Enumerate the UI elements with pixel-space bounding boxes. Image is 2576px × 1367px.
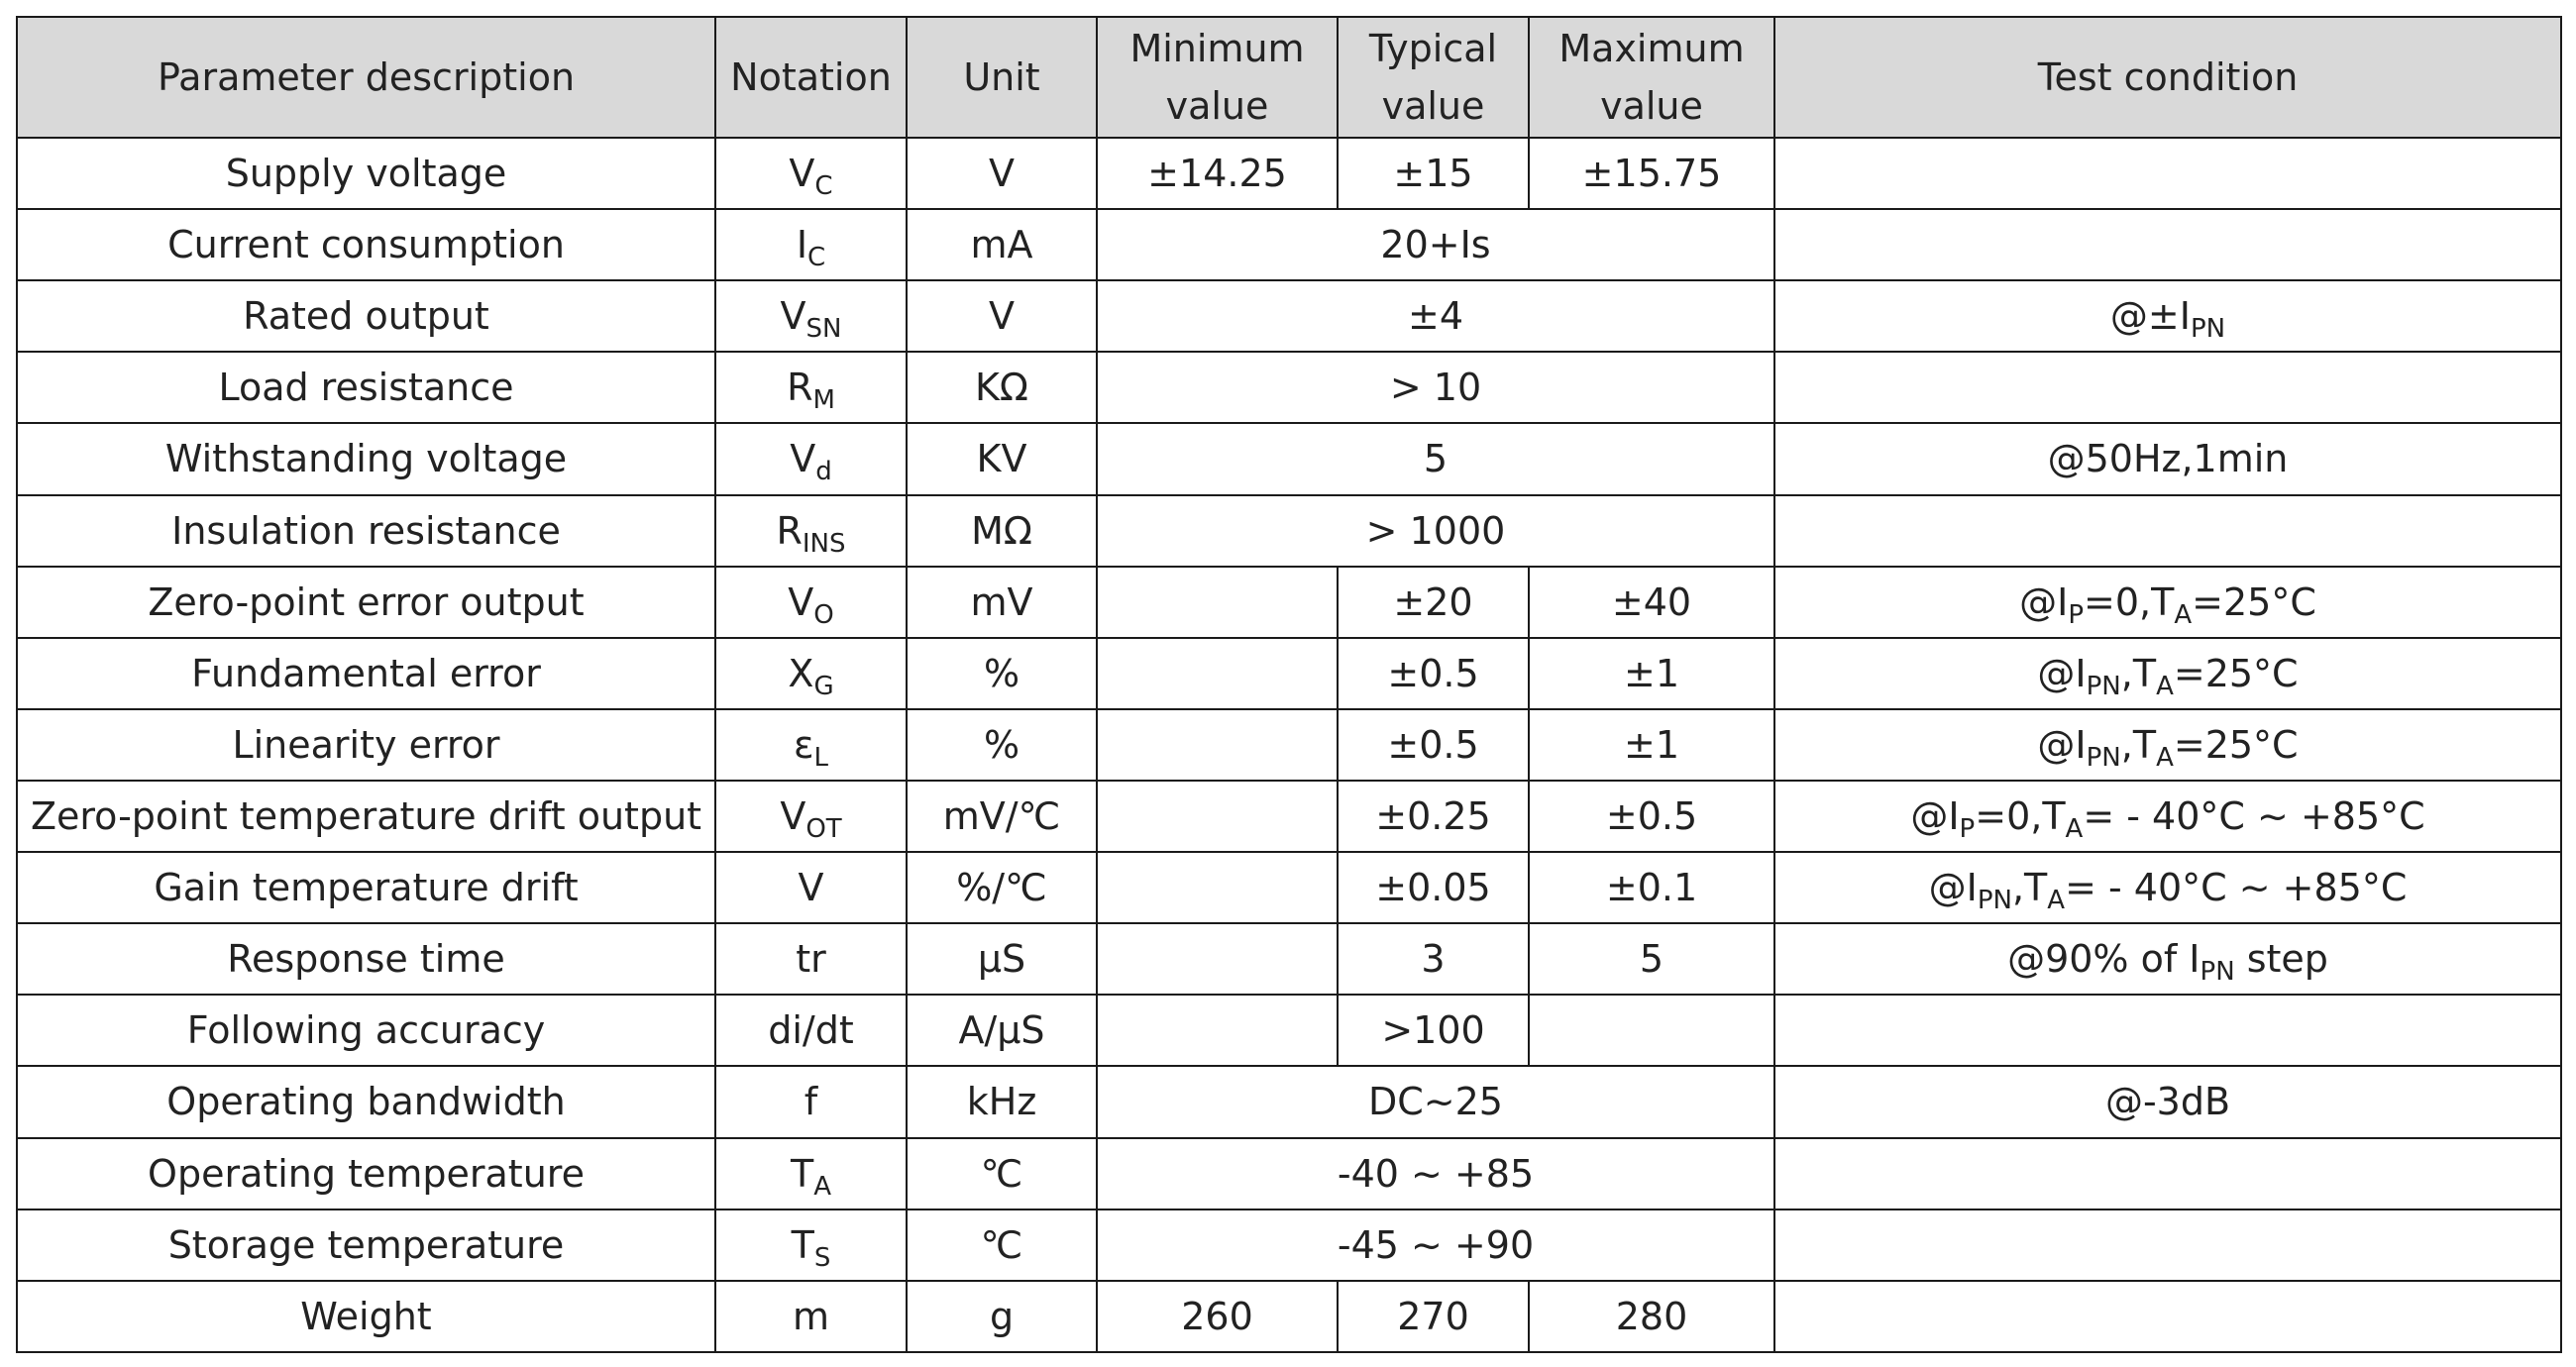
minimum-value-cell [1097,567,1338,638]
table-row [17,1209,2561,1281]
maximum-value-cell: 280 [1529,1281,1774,1352]
test-condition-cell [1774,495,2561,567]
table-row [17,781,2561,852]
unit-cell: V [907,280,1097,352]
typical-value-cell: ±0.5 [1338,709,1529,781]
unit-cell: μS [907,923,1097,995]
table-row [17,1281,2561,1352]
parameter-cell: Withstanding voltage [17,423,715,494]
minimum-value-cell [1097,923,1338,995]
value-cell: ±4 [1097,280,1774,352]
header-row [17,17,2561,138]
unit-cell: kHz [907,1066,1097,1137]
table-row [17,709,2561,781]
parameter-cell: Following accuracy [17,995,715,1066]
table-row [17,995,2561,1066]
test-condition-cell: @50Hz,1min [1774,423,2561,494]
parameter-cell: Supply voltage [17,138,715,209]
notation-cell: $V_d$ [715,423,907,494]
table-row [17,352,2561,423]
parameter-cell: Insulation resistance [17,495,715,567]
notation-cell: $T_S$ [715,1209,907,1281]
table-row [17,923,2561,995]
table-row [17,638,2561,709]
table-row [17,1066,2561,1137]
maximum-value-cell: ±15.75 [1529,138,1774,209]
value-cell: 5 [1097,423,1774,494]
test-condition-cell: @-3dB [1774,1066,2561,1137]
table-row [17,209,2561,280]
notation-cell: di/dt [715,995,907,1066]
unit-cell: % [907,638,1097,709]
header-parameter-description: Parameter description [17,17,715,138]
test-condition-cell [1774,1138,2561,1209]
value-cell: > 1000 [1097,495,1774,567]
notation-cell: $V_O$ [715,567,907,638]
notation-cell: $R_{INS}$ [715,495,907,567]
notation-cell: $V_{OT}$ [715,781,907,852]
test-condition-cell: $@I_{PN},T_A=25^\circ C$ [1774,638,2561,709]
maximum-value-cell: 5 [1529,923,1774,995]
value-cell: -45 ~ +90 [1097,1209,1774,1281]
parameter-cell: Gain temperature drift [17,852,715,923]
minimum-value-cell: 260 [1097,1281,1338,1352]
minimum-value-cell [1097,709,1338,781]
value-cell: 20+Is [1097,209,1774,280]
unit-cell: % [907,709,1097,781]
maximum-value-cell: ±0.5 [1529,781,1774,852]
parameter-cell: Weight [17,1281,715,1352]
unit-cell: %/℃ [907,852,1097,923]
unit-cell: ℃ [907,1138,1097,1209]
maximum-value-cell: ±1 [1529,709,1774,781]
notation-cell: $R_M$ [715,352,907,423]
unit-cell: MΩ [907,495,1097,567]
maximum-value-cell [1529,995,1774,1066]
typical-value-cell: ±15 [1338,138,1529,209]
unit-cell: mA [907,209,1097,280]
typical-value-cell: 3 [1338,923,1529,995]
parameter-cell: Linearity error [17,709,715,781]
parameter-cell: Response time [17,923,715,995]
parameter-cell: Fundamental error [17,638,715,709]
unit-cell: A/μS [907,995,1097,1066]
minimum-value-cell [1097,638,1338,709]
unit-cell: KΩ [907,352,1097,423]
unit-cell: mV [907,567,1097,638]
parameter-cell: Rated output [17,280,715,352]
parameter-cell: Operating temperature [17,1138,715,1209]
notation-cell: f [715,1066,907,1137]
header-maximum-value: Maximum value [1529,17,1774,138]
test-condition-cell [1774,995,2561,1066]
parameter-cell: Zero-point temperature drift output [17,781,715,852]
test-condition-cell: $@I_P=0,T_A=25^\circ C$ [1774,567,2561,638]
unit-cell: g [907,1281,1097,1352]
notation-cell: tr [715,923,907,995]
unit-cell: KV [907,423,1097,494]
maximum-value-cell: ±1 [1529,638,1774,709]
typical-value-cell: ±0.05 [1338,852,1529,923]
parameter-cell: Storage temperature [17,1209,715,1281]
typical-value-cell: ±0.5 [1338,638,1529,709]
test-condition-cell: $@I_{PN},T_A=25^\circ C$ [1774,709,2561,781]
table-row [17,567,2561,638]
minimum-value-cell [1097,852,1338,923]
test-condition-cell: $@I_P=0,T_A= - 40^\circ C$ ~ +85°C [1774,781,2561,852]
parameter-cell: Current consumption [17,209,715,280]
maximum-value-cell: ±0.1 [1529,852,1774,923]
header-notation: Notation [715,17,907,138]
table-row [17,852,2561,923]
test-condition-cell: $@I_{PN},T_A= - 40^\circ C$ ~ +85°C [1774,852,2561,923]
test-condition-cell [1774,138,2561,209]
header-test-condition: Test condition [1774,17,2561,138]
typical-value-cell: ±20 [1338,567,1529,638]
parameter-cell: Load resistance [17,352,715,423]
table-row [17,138,2561,209]
unit-cell: ℃ [907,1209,1097,1281]
table-row [17,423,2561,494]
typical-value-cell: 270 [1338,1281,1529,1352]
table-row [17,495,2561,567]
parameter-cell: Zero-point error output [17,567,715,638]
header-minimum-value: Minimum value [1097,17,1338,138]
test-condition-cell: $@\pm I_{PN}$ [1774,280,2561,352]
minimum-value-cell [1097,995,1338,1066]
unit-cell: V [907,138,1097,209]
parameter-cell: Operating bandwidth [17,1066,715,1137]
header-unit: Unit [907,17,1097,138]
typical-value-cell: ±0.25 [1338,781,1529,852]
test-condition-cell [1774,209,2561,280]
notation-cell: $V_{SN}$ [715,280,907,352]
header-typical-value: Typical value [1338,17,1529,138]
typical-value-cell: >100 [1338,995,1529,1066]
notation-cell: $X_G$ [715,638,907,709]
notation-cell: $I_C$ [715,209,907,280]
notation-cell: $V_C$ [715,138,907,209]
test-condition-cell [1774,1209,2561,1281]
notation-cell: $T_A$ [715,1138,907,1209]
table-row [17,1138,2561,1209]
value-cell: > 10 [1097,352,1774,423]
value-cell: DC~25 [1097,1066,1774,1137]
table-row [17,280,2561,352]
minimum-value-cell: ±14.25 [1097,138,1338,209]
notation-cell: $\varepsilon_L$ [715,709,907,781]
unit-cell: mV/℃ [907,781,1097,852]
value-cell: -40 ~ +85 [1097,1138,1774,1209]
test-condition-cell: @90% of $I_{PN}$ step [1774,923,2561,995]
minimum-value-cell [1097,781,1338,852]
notation-cell: m [715,1281,907,1352]
specification-table [16,16,2562,1353]
test-condition-cell [1774,1281,2561,1352]
test-condition-cell [1774,352,2561,423]
maximum-value-cell: ±40 [1529,567,1774,638]
notation-cell: V [715,852,907,923]
